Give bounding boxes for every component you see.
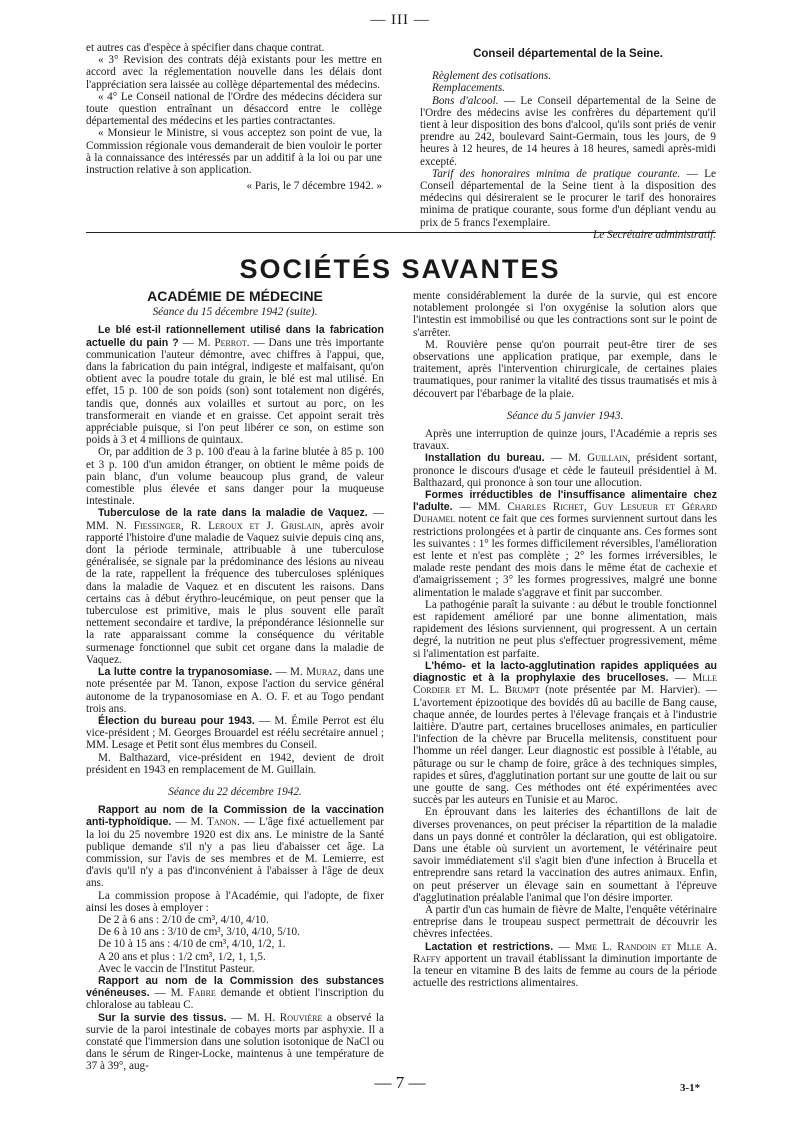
text: — L'âge fixé actuellement par la loi du 25 novembre 1920 est dix ans. Le ministre de la Santé publique demande s'il n'y a pas lieu d'abaisser cet âge. La commission, sur l'avis de ses membres et de M. Lemierre, est d'avis qu'il n'y a pas d'inconvénient à l'abaisser à l'âge de deux ans. <box>86 816 385 890</box>
session-date: Séance du 5 janvier 1943. <box>506 409 624 422</box>
paragraph: mente considérablement la durée de la survie, qui est encore notablement prolongée si l'on oxygénise la solution alors que l'intestin est immobilisé ou que les contractions sont sur le point de s'arrêter. <box>413 290 717 339</box>
paragraph: « Monsieur le Ministre, si vous acceptez son point de vue, la Commission régionale vous demanderait de bien vouloir le porter à la connaissance des intéressés par un additif à la loi ou par une instruction relative à son application. <box>86 127 382 177</box>
text: après avoir rapporté l'histoire d'une maladie de Vaquez suivie depuis cinq ans, dont la période terminale, attribuable à une tuberculose généralisée, se signale par la prédominance des lésions au niveau de la rate, rappellent la fréquence des tuberculoses spléniques dans la maladie de Vaquez et en discutent les raisons. Dans certains cas à début érythro-leucémique, on peut penser que la tuberculose est primitive, mais le plus souvent elle paraît nettement secondaire et tardive, la prépondérance lésionnelle sur la rate apparaissant comme la conséquence du véritable surmenage fonctionnel que subit cet organe dans la maladie de Vaquez. <box>86 519 384 666</box>
label: Tarif des honoraires minima de pratique courante. <box>432 167 681 180</box>
separator-rule <box>86 232 716 233</box>
article-heading: Formes irréductibles de l'insuffisance alimentaire chez l'adulte. <box>413 489 717 514</box>
text: — M. Émile Perrot est élu vice-président ; M. Georges Brouardel est réélu secrétaire annuel ; MM. Lesage et Petit sont élus membres du Conseil. <box>86 714 384 752</box>
author: MM. N. Fiessinger, R. Leroux et J. Grislain, <box>86 519 324 532</box>
paragraph <box>420 168 716 229</box>
signature: Le Secrétaire administratif. <box>593 228 716 241</box>
text: a observé la survie de la paroi intestinale de cobayes morts par asphyxie. Il a constaté que l'immersion dans une solution isotonique de NaCl ou dans le sérum de Ringer-Locke, maintenus à une température de 37 à 39°, aug- <box>86 1011 384 1073</box>
paragraph: Tuberculose de la rate dans la maladie de Vaquez. — MM. N. Fiessinger, R. Leroux et J. Grislain, après avoir rapporté l'histoire d'une maladie de Vaquez suivie depuis cinq ans, dont la période terminale, attribuable à une tuberculose généralisée, se signale par la prédominance des lésions au niveau de la rate, rappellent la fréquence des tuberculoses spléniques dans la maladie de Vaquez et en discutent les raisons. Dans certains cas à début érythro-leucémique, on peut penser que la tuberculose est primitive, mais le plus souvent elle paraît nettement secondaire et tardive, la prépondérance lésionnelle sur la rate apparaissant comme la conséquence du véritable surmenage fonctionnel que subit cet organe dans la maladie de Vaquez. <box>86 507 384 666</box>
paragraph: A partir d'un cas humain de fièvre de Malte, l'enquête vétérinaire entreprise dans le troupeau suspect permettrait de découvrir les chèvres infectées. <box>413 903 717 941</box>
paragraph: « 3° Revision des contrats déjà existants pour les mettre en accord avec la réglementation nouvelle dans les délais dont l'appréciation sera laissée au collège départemental des médecins. <box>86 54 382 91</box>
article-heading: Rapport au nom de la Commission de la vaccination anti-typhoïdique. <box>86 804 384 829</box>
dose-line: De 6 à 10 ans : 3/10 de cm³, 3/10, 4/10, 5/10. <box>98 926 300 939</box>
paragraph: « 4° Le Conseil national de l'Ordre des médecins décidera sur toute question entraînant un désaccord entre le collège départemental des médecins et les parties contractantes. <box>86 90 382 128</box>
paragraph: Le blé est-il rationnellement utilisé dans la fabrication actuelle du pain ? — M. Perrot. — Dans une très importante communication l'auteur démontre, avec chiffres à l'appui, que, dans la fabrication du pain intégral, indigeste et malfaisant, qu'on obtient avec la poudre totale du grain, le blé est mal utilisé. En effet, 15 p. 100 de son poids (son) sont totalement non digérés, tandis que, donnés aux volailles et surtout au porc, on les transformerait en viande et en graisse. Cet appoint serait très appréciable puisque, si l'on peut libérer ce son, on estime son poids à 3 et 4 millions de quintaux. <box>86 324 384 447</box>
section-title: Conseil départemental de la Seine. <box>473 48 663 60</box>
author: M. Perrot. <box>197 336 250 349</box>
paragraph: M. Balthazard, vice-président en 1942, devient de droit président en 1943 en remplacement de M. Guillain. <box>86 751 384 776</box>
subheading: Remplacements. <box>432 82 506 95</box>
text: (note présentée par M. Harvier). — L'avortement épizootique des bovidés dû au bacille de Bang cause, chaque année, de lourdes pertes à l'élevage français et à l'industrie laitière. D'autre part, certaines brucelloses animales, en particulier l'infection de la chèvre par Brucella melitensis, constituent pour l'homme un réel danger. Leur diagnostic est possible à l'étable, au pâturage ou sur le champ de foire, grâce à des techniques simples, rapides et sûres, d'agglutination portant sur une goutte de lait ou sur une goutte de sang. Ces méthodes ont été expérimentées avec succès par les auteurs en Tunisie et au Maroc. <box>413 684 717 807</box>
paragraph <box>420 95 716 168</box>
paragraph <box>86 715 384 752</box>
article-heading: Sur la survie des tissus. <box>98 1011 227 1024</box>
author: M. H. Rouvière <box>246 1011 323 1024</box>
author: MM. Charles Richet, Guy Lesueur et Gérard Duhamel <box>413 501 718 526</box>
text: demande et obtient l'inscription du chloralose au tableau C. <box>86 987 384 1012</box>
text: — Le Conseil départemental de la Seine de l'Ordre des médecins avise les confrères du département qu'il tient à leur disposition des bons d'alcool, qu'ils sont priés de venir prendre au 242, boulevard Saint-Germain, tous les jours, de 9 heures à 12 heures, de 14 heures à 18 heures, samedi après-midi excepté. <box>420 94 716 168</box>
article-heading: La lutte contre la trypanosomiase. <box>98 666 273 679</box>
paragraph: Sur la survie des tissus. — M. H. Rouvière a observé la survie de la paroi intestinale de cobayes morts par asphyxie. Il a constaté que l'immersion dans une solution isotonique de NaCl ou dans le sérum de Ringer-Locke, maintenus à une température de 37 à 39°, aug- <box>86 1011 384 1073</box>
paragraph: Installation du bureau. — M. Guillain, président sortant, prononce le discours d'usage et cède le fauteuil présidentiel à M. Balthazard, qui prononce à son tour une allocution. <box>413 452 717 489</box>
author: Mme L. Randoin et Mlle A. Raffy <box>413 940 717 965</box>
article-heading: L'hémo- et la lacto-agglutination rapides appliquées au diagnostic et à la prophylaxie des brucelloses. <box>413 659 717 685</box>
paragraph: Lactation et restrictions. — Mme L. Randoin et Mlle A. Raffy apportent un travail établissant la diminution importante de la teneur en vitamine B des laits de femme au cours de la période actuelle des restrictions alimentaires. <box>413 940 717 990</box>
paragraph: Formes irréductibles de l'insuffisance alimentaire chez l'adulte. — MM. Charles Richet, Guy Lesueur et Gérard Duhamel notent ce fait que ces formes surviennent surtout dans les restrictions prolongées et à partir de cinquante ans. Ces formes sont les suivantes : 1° les formes difficilement réversibles, l'amélioration est lente et n'est pas complète ; 2° les formes irréversibles, le malade reste pendant des mois dans le même état de cachexie et d'amaigrissement ; 3° les formes progressives, malgré une bonne alimentation le malade s'aggrave et finit par succomber. <box>413 489 718 599</box>
session-date: Séance du 15 décembre 1942 (suite). <box>152 306 318 319</box>
paragraph: La lutte contre la trypanosomiase. — M. Muraz, dans une note présentée par M. Tanon, expose l'action du service général autonome de la trypanosomiase en A. O. F. et au Togo pendant trois ans. <box>86 666 384 715</box>
article-heading: Rapport au nom de la Commission des substances vénéneuses. <box>86 974 384 1000</box>
session-date: Séance du 22 décembre 1942. <box>168 785 302 798</box>
article-heading: Lactation et restrictions. <box>425 940 554 953</box>
article-heading: Élection du bureau pour 1943. <box>98 714 255 727</box>
text: notent ce fait que ces formes surviennent surtout dans les restrictions prolongées et à partir de cinquante ans. Ces formes sont les suivantes : 1° les formes difficilement réversibles, l'amélioration est lente et n'est pas complète ; 2° les formes irréversibles, le malade reste pendant des mois dans le même état de cachexie et d'amaigrissement ; 3° les formes progressives, malgré une bonne alimentation le malade s'aggrave et finit par succomber. <box>413 513 717 599</box>
author: M. Guillain, <box>568 452 631 465</box>
letter-date: « Paris, le 7 décembre 1942. » <box>246 180 382 193</box>
paragraph: La pathogénie paraît la suivante : au début le trouble fonctionnel est rapidement amélioré par une bonne alimentation, mais rapidement des lésions surviennent, qui progressent. A un certain degré, la nutrition ne peut plus s'effectuer progressivement, même si l'alimentation est parfaite. <box>413 598 717 660</box>
running-head: — III — <box>370 12 430 28</box>
article-heading: Tuberculose de la rate dans la maladie de Vaquez. <box>98 507 368 520</box>
main-right-column <box>413 290 717 989</box>
paragraph: Or, par addition de 3 p. 100 d'eau à la farine blutée à 85 p. 100 et 3 p. 100 d'un amidon étranger, on obtient le même poids de pain blanc, d'un volume beaucoup plus grand, de valeur comestible plus élevée et sans danger pour la muqueuse intestinale. <box>86 446 384 508</box>
author: M. Fabre <box>170 987 216 1000</box>
print-code: 3-1* <box>680 1082 701 1094</box>
academy-title: ACADÉMIE DE MÉDECINE <box>147 288 323 304</box>
dose-line: De 10 à 15 ans : 4/10 de cm³, 4/10, 1/2, 1. <box>98 938 286 951</box>
paragraph: Après une interruption de quinze jours, l'Académie a repris ses travaux. <box>413 428 717 453</box>
dose-line: De 2 à 6 ans : 2/10 de cm³, 4/10, 4/10. <box>98 913 269 926</box>
main-left-column <box>86 290 384 1073</box>
label: Bons d'alcool. <box>432 94 499 107</box>
author: M. Muraz, <box>290 666 341 679</box>
text: — Dans une très importante communication l'auteur démontre, avec chiffres à l'appui, que, dans la fabrication du pain intégral, indigeste et malfaisant, qu'on obtient avec la poudre totale du grain, le blé est mal utilisé. En effet, 15 p. 100 de son poids (son) sont totalement non digérés, tandis que, donnés aux volailles et surtout au porc, on les transformerait en viande et en graisse. Cet appoint serait très appréciable puisque, si l'on peut libérer ce son, on estime son poids à 3 et 4 millions de quintaux. <box>86 336 384 447</box>
paragraph: La commission propose à l'Académie, qui l'adopte, de fixer ainsi les doses à employer : <box>86 889 384 914</box>
text: dans une note présentée par M. Tanon, expose l'action du service général autonome de la trypanosomiase en A. O. F. et au Togo pendant trois ans. <box>86 666 384 715</box>
page-number: — 7 — <box>374 1073 426 1092</box>
article-heading: Le blé est-il rationnellement utilisé dans la fabrication actuelle du pain ? <box>86 324 384 349</box>
text: apportent un travail établissant la diminution importante de la teneur en vitamine B des laits de femme au cours de la période actuelle des restrictions alimentaires. <box>413 952 717 990</box>
dose-line: Avec le vaccin de l'Institut Pasteur. <box>98 962 255 975</box>
paragraph: M. Rouvière pense qu'on pourrait peut-être tirer de ses observations une application pratique, par exemple, dans le traitement, après l'intervention chirurgicale, de certaines plaies traumatiques, pour ranimer la vitalité des tissus traumatisés et mis à découvert par l'ébarbage de la plaie. <box>413 338 717 400</box>
section-banner: SOCIÉTÉS SAVANTES <box>239 254 561 284</box>
text: — Le Conseil départemental de la Seine tient à la disposition des médecins qui désireraient se le procurer le tarif des honoraires minima de pratique courante, sous forme d'un dépliant vendu au prix de 5 francs l'exemplaire. <box>420 167 716 229</box>
paragraph: Rapport au nom de la Commission des substances vénéneuses. — M. Fabre demande et obtient l'inscription du chloralose au tableau C. <box>86 974 384 1012</box>
text: président sortant, prononce le discours d'usage et cède le fauteuil présidentiel à M. Balthazard, qui prononce à son tour une allocution. <box>413 452 717 489</box>
paragraph: En éprouvant dans les laiteries des échantillons de lait de diverses provenances, on peut préciser la répartition de la maladie dans un pays donné et contrôler la déclaration, qui est obligatoire. Dans une étable où survient un avortement, le vétérinaire peut savoir immédiatement s'il s'agit bien d'une infection à Brucella et entreprendre sans retard la vaccination des autres animaux. Enfin, on peut préserver un élevage sain en soumettant à l'épreuve d'agglutination préalable l'animal que l'on désire importer. <box>413 806 717 904</box>
article-heading: Installation du bureau. <box>425 452 545 465</box>
paragraph: et autres cas d'espèce à spécifier dans chaque contrat. <box>86 42 325 54</box>
author: Mlle Cordier et M. L. Brumpt <box>413 672 717 697</box>
paragraph: Rapport au nom de la Commission de la vaccination anti-typhoïdique. — M. Tanon. — L'âge fixé actuellement par la loi du 25 novembre 1920 est dix ans. Le ministre de la Santé publique demande s'il n'y a pas lieu d'abaisser cet âge. La commission, sur l'avis de ses membres et de M. Lemierre, est d'avis qu'il n'y a pas d'inconvénient à l'abaisser à l'âge de deux ans. <box>86 804 385 890</box>
top-left-column <box>86 42 382 192</box>
paragraph: L'hémo- et la lacto-agglutination rapides appliquées au diagnostic et à la prophylaxie des brucelloses. — Mlle Cordier et M. L. Brumpt (note présentée par M. Harvier). — L'avortement épizootique des bovidés dû au bacille de Bang cause, chaque année, de lourdes pertes à l'élevage français et à l'industrie laitière. D'autre part, certaines brucelloses animales, en particulier l'infection de la chèvre par Brucella melitensis, constituent pour l'homme un réel danger. Leur diagnostic est possible à l'étable, au pâturage ou sur le champ de foire, grâce à des techniques simples, rapides et sûres, d'agglutination portant sur une goutte de lait ou sur une goutte de sang. Ces méthodes ont été expérimentées avec succès par les auteurs en Tunisie et au Maroc. <box>413 659 717 807</box>
dose-line: A 20 ans et plus : 1/2 cm³, 1/2, 1, 1,5. <box>98 950 266 963</box>
top-right-column <box>420 42 716 241</box>
subheading: Règlement des cotisations. <box>432 70 551 83</box>
author: M. Tanon. <box>190 816 240 829</box>
